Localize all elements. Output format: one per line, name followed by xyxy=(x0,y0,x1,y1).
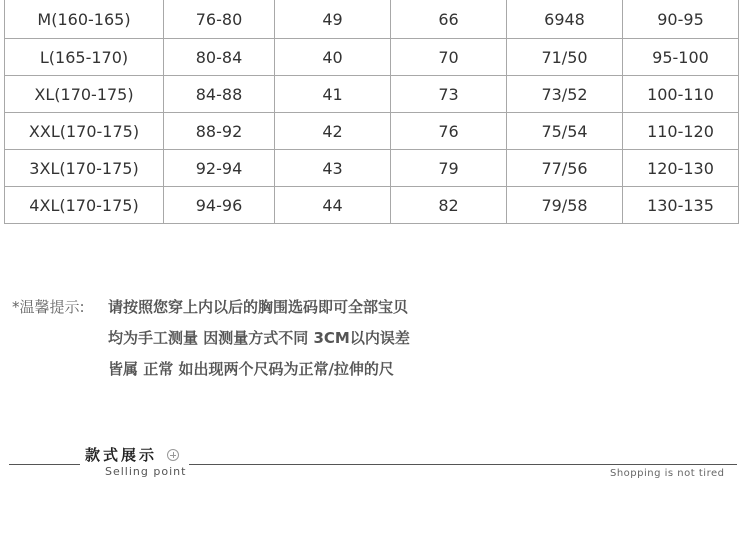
table-cell: M(160-165) xyxy=(5,0,164,39)
table-cell: 82 xyxy=(391,187,507,224)
table-cell: XL(170-175) xyxy=(5,76,164,113)
section-tagline: Shopping is not tired xyxy=(610,468,725,479)
plus-circle-icon xyxy=(167,449,179,461)
table-row xyxy=(5,39,739,76)
table-cell: 73/52 xyxy=(507,76,623,113)
table-cell: 4XL(170-175) xyxy=(5,187,164,224)
table-cell: 6948 xyxy=(507,0,623,39)
table-cell: XXL(170-175) xyxy=(5,113,164,150)
tips-line-3: 皆属 正常 如出现两个尺码为正常/拉伸的尺 xyxy=(108,360,394,378)
table-row xyxy=(5,150,739,187)
table-cell: 76 xyxy=(391,113,507,150)
table-cell: 100-110 xyxy=(623,76,739,113)
section-subtitle: Selling point xyxy=(105,465,187,478)
table-cell: 43 xyxy=(275,150,391,187)
tips-label: *温馨提示: xyxy=(12,298,85,316)
table-cell: 95-100 xyxy=(623,39,739,76)
table-cell: 70 xyxy=(391,39,507,76)
size-table-body xyxy=(5,0,739,224)
table-cell: 90-95 xyxy=(623,0,739,39)
table-cell: 42 xyxy=(275,113,391,150)
table-cell: 79/58 xyxy=(507,187,623,224)
table-row xyxy=(5,0,739,39)
table-cell: 120-130 xyxy=(623,150,739,187)
section-title: 款式展示 xyxy=(85,446,158,464)
tips-line-2: 均为手工测量 因测量方式不同 3CM以内误差 xyxy=(108,329,410,347)
table-cell: 79 xyxy=(391,150,507,187)
table-cell: 77/56 xyxy=(507,150,623,187)
table-cell: 66 xyxy=(391,0,507,39)
table-cell: 40 xyxy=(275,39,391,76)
table-cell: 92-94 xyxy=(164,150,275,187)
table-row xyxy=(5,76,739,113)
size-table xyxy=(4,0,739,224)
table-cell: 88-92 xyxy=(164,113,275,150)
table-cell: 84-88 xyxy=(164,76,275,113)
table-cell: 130-135 xyxy=(623,187,739,224)
table-cell: 41 xyxy=(275,76,391,113)
table-cell: 110-120 xyxy=(623,113,739,150)
table-cell: 71/50 xyxy=(507,39,623,76)
table-cell: L(165-170) xyxy=(5,39,164,76)
table-cell: 3XL(170-175) xyxy=(5,150,164,187)
section-header xyxy=(0,440,750,490)
table-cell: 75/54 xyxy=(507,113,623,150)
table-cell: 49 xyxy=(275,0,391,39)
table-cell: 80-84 xyxy=(164,39,275,76)
table-row xyxy=(5,187,739,224)
tips-line-1: 请按照您穿上内以后的胸围选码即可全部宝贝 xyxy=(108,298,409,316)
table-cell: 76-80 xyxy=(164,0,275,39)
table-row xyxy=(5,113,739,150)
divider-right xyxy=(189,464,737,465)
table-cell: 94-96 xyxy=(164,187,275,224)
divider-left xyxy=(9,464,80,465)
table-cell: 44 xyxy=(275,187,391,224)
table-cell: 73 xyxy=(391,76,507,113)
